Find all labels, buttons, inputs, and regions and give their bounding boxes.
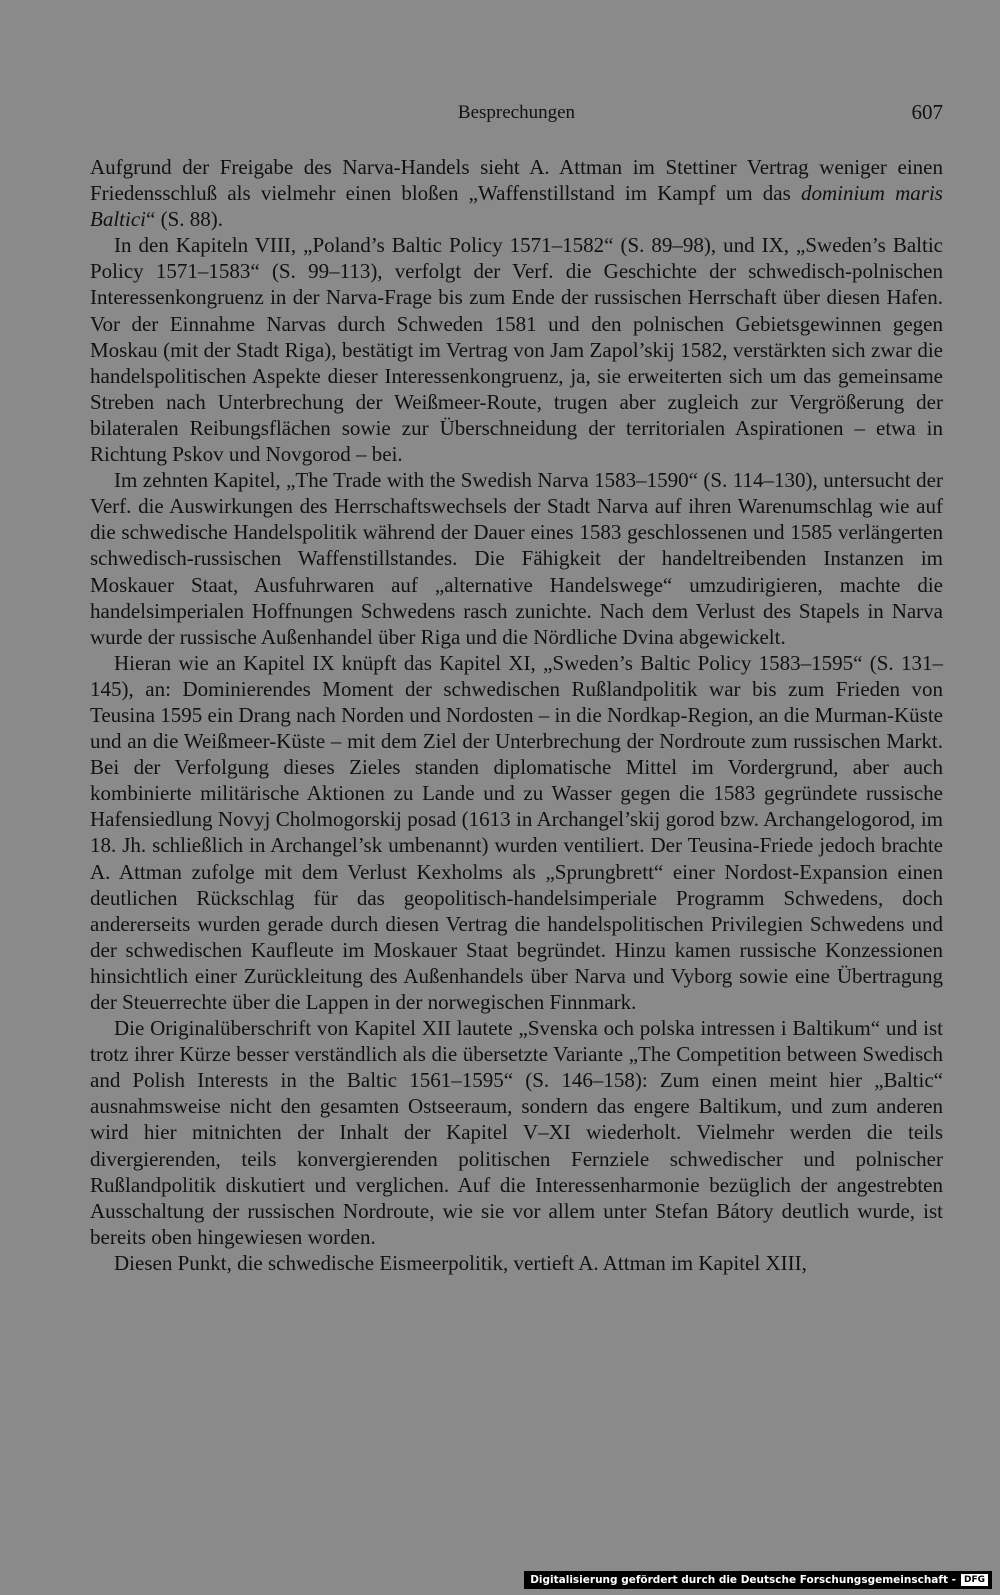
digitization-footer xyxy=(524,1571,992,1589)
paragraph xyxy=(90,467,943,650)
paragraph xyxy=(90,232,943,467)
text-run: Aufgrund der Freigabe des Narva-Handels sieht A. Attman im Stettiner Vertrag weniger einen Friedensschluß als vielmehr einen bloßen „Waffenstillstand im Kampf um das xyxy=(90,155,943,206)
text-run: Diesen Punkt, die schwedische Eismeerpolitik, vertieft A. Attman im Kapitel XIII, xyxy=(114,1250,807,1275)
running-title: Besprechungen xyxy=(457,102,576,123)
paragraph xyxy=(90,1015,943,1250)
body-text xyxy=(90,154,943,1276)
text-run: Die Originalüberschrift von Kapitel XII lautete „Svenska och polska intressen i Baltikum“ und ist trotz ihrer Kürze besser verständlich als die übersetzte Variante „The Competition between Swedisch and Polish Interests in the Baltic 1561–1595“ (S. 146–158): Zum einen meint hier „Baltic“ ausnahmsweise nicht den gesamten Ostseeraum, sondern das engere Baltikum, und zum anderen wird hier mitnichten der Inhalt der Kapitel V–XI wiederholt. Vielmehr werden die teils divergierenden, teils konvergierenden politischen Fernziele schwedischer und polnischer Rußlandpolitik diskutiert und verglichen. Auf die Interessenharmonie bezüglich der angestrebten Ausschaltung der russischen Nordroute, wie sie vor allem unter Stefan Bátory deutlich wurde, ist bereits oben hingewiesen worden. xyxy=(90,1016,943,1249)
paragraph xyxy=(90,154,943,232)
italic-text: dominium maris Baltici xyxy=(90,181,943,232)
text-run: “ (S. 88). xyxy=(146,207,223,232)
page-header xyxy=(90,98,943,128)
footer-credit: Digitalisierung gefördert durch die Deutsche Forschungsgemeinschaft - xyxy=(530,1574,956,1586)
paragraph xyxy=(90,1250,943,1276)
page-number: 607 xyxy=(911,100,943,124)
paragraph xyxy=(90,650,943,1015)
text-run: Hieran wie an Kapitel IX knüpft das Kapitel XI, „Sweden’s Baltic Policy 1583–1595“ (S. 131–145), an: Dominierendes Moment der schwedischen Rußlandpolitik war bis zum Frieden von Teusina 1595 ein Drang nach Norden und Nordosten – in die Nordkap-Region, an die Murman-Küste und an die Weißmeer-Küste – mit dem Ziel der Unterbrechung der Nordroute zum russischen Markt. Bei der Verfolgung dieses Zieles standen diplomatische Mittel im Vordergrund, aber auch kombinierte militärische Aktionen zu Lande und zu Wasser gegen die 1583 gegründete russische Hafensiedlung Novyj Cholmogorskij posad (1613 in Archangel’skij gorod bzw. Archangelogorod, im 18. Jh. schließlich in Archangel’sk umbenannt) wurden ventiliert. Der Teusina-Friede jedoch brachte A. Attman zufolge mit dem Verlust Kexholms als „Sprungbrett“ einer Nordost-Expansion einen deutlichen Rückschlag für das geopolitisch-handelsimperiale Programm Schwedens, doch andererseits wurden gerade durch diesen Vertrag die handelspolitischen Privilegien Schwedens und der schwedischen Kaufleute im Moskauer Staat begründet. Hinzu kamen russische Konzessionen hinsichtlich einer Zurückleitung des Außenhandels über Narva und Vyborg sowie eine Übertragung der Steuerrechte über die Lappen in der norwegischen Finnmark. xyxy=(90,650,943,1014)
dfg-logo: DFG xyxy=(960,1573,989,1587)
text-run: Im zehnten Kapitel, „The Trade with the Swedish Narva 1583–1590“ (S. 114–130), untersucht der Verf. die Auswirkungen des Herrschaftswechsels der Stadt Narva auf ihren Warenumschlag wie auf die schwedische Handelspolitik während der Dauer eines 1583 geschlossenen und 1585 verlängerten schwedisch-russischen Waffenstillstandes. Die Fähigkeit der handeltreibenden Instanzen im Moskauer Staat, Ausfuhrwaren auf „alternative Handelswege“ umzudirigieren, machte die handelsimperialen Hoffnungen Schwedens rasch zunichte. Nach dem Verlust des Stapels in Narva wurde der russische Außenhandel über Riga und die Nördliche Dvina abgewickelt. xyxy=(90,468,943,649)
text-run: In den Kapiteln VIII, „Poland’s Baltic Policy 1571–1582“ (S. 89–98), und IX, „Sweden’s Baltic Policy 1571–1583“ (S. 99–113), verfolgt der Verf. die Geschichte der schwedisch-polnischen Interessenkongruenz in der Narva-Frage bis zum Ende der russischen Herrschaft über diesen Hafen. Vor der Einnahme Narvas durch Schweden 1581 und den polnischen Gebietsgewinnen gegen Moskau (mit der Stadt Riga), bestätigt im Vertrag von Jam Zapol’skij 1582, verstärkten sich zwar die handelspolitischen Aspekte dieser Interessenkongruenz, ja, sie erweiterten sich um das gemeinsame Streben nach Unterbrechung der Weißmeer-Route, trugen aber zugleich zur Vergrößerung der bilateralen Reibungsflächen sowie zur Überschneidung der territorialen Aspirationen – etwa in Richtung Pskov und Novgorod – bei. xyxy=(90,233,943,467)
